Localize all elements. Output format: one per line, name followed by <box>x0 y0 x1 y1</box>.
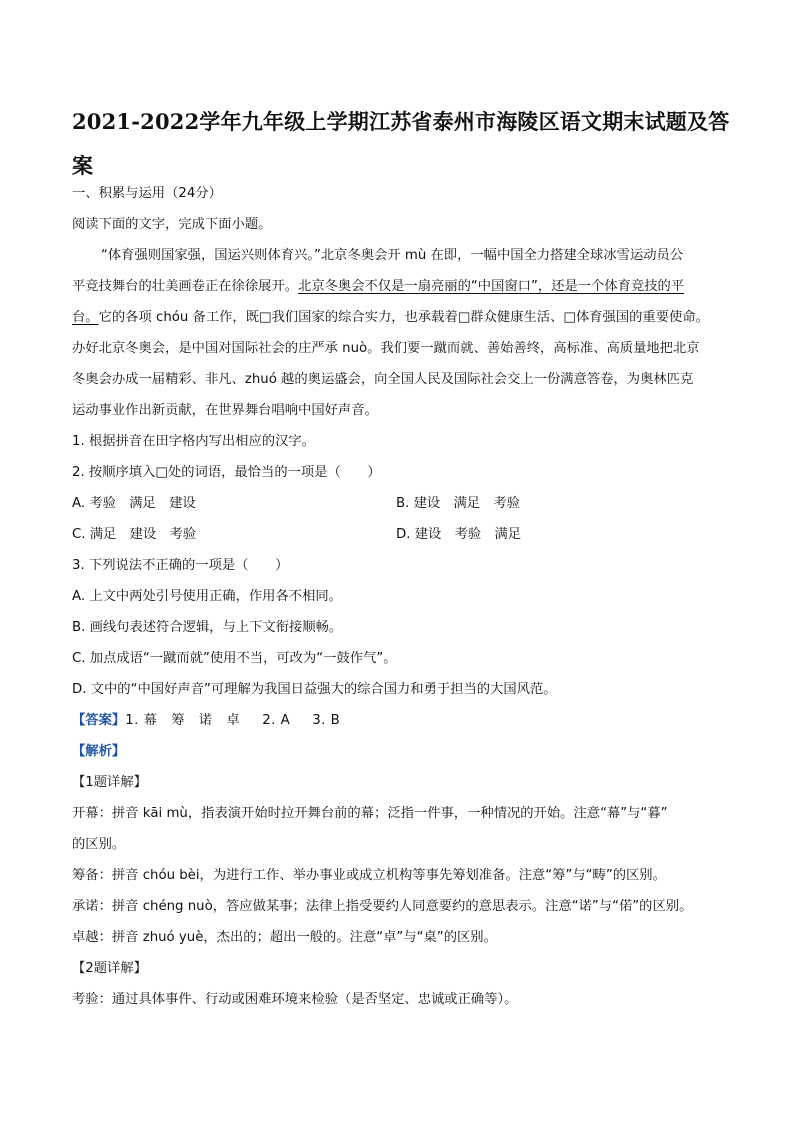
passage-text: 它的各项 chóu 备工作，既□我们国家的综合实力，也承载着□群众健康生活、□体育强国的重要使命。 <box>98 310 709 325</box>
option-d: D. 建设 考验 满足 <box>396 527 522 542</box>
option-b: B. 画线句表述符合逻辑，与上下文衔接顺畅。 <box>72 620 343 635</box>
passage-line: 运动事业作出新贡献，在世界舞台唱响中国好声音。 <box>72 403 378 418</box>
explanation-line: 考验：通过具体事件、行动或困难环境来检验（是否坚定、忠诚或正确等）。 <box>72 992 518 1007</box>
explanation-line: 承诺：拼音 chéng nuò，答应做某事；法律上指受要约人同意要约的意思表示。注意“诺”与“偌”的区别。 <box>72 899 693 914</box>
explanation-line: 卓越：拼音 zhuó yuè，杰出的；超出一般的。注意“卓”与“桌”的区别。 <box>72 930 497 945</box>
underlined-sentence: 台。 <box>72 310 99 325</box>
passage-line <box>72 277 684 297</box>
document-title: 2021-2022学年九年级上学期江苏省泰州市海陵区语文期末试题及答案 <box>72 109 730 178</box>
passage-line <box>72 308 709 328</box>
section-heading: 一、积累与运用（24分） <box>72 186 222 201</box>
question-1: 1. 根据拼音在田字格内写出相应的汉字。 <box>72 434 315 449</box>
option-a: A. 上文中两处引号使用正确，作用各不相同。 <box>72 589 342 604</box>
analysis-tag: 【解析】 <box>72 744 126 759</box>
explanation-line: 开幕：拼音 kāi mù，指表演开始时拉开舞台前的幕；泛指一件事，一种情况的开始。注意“幕”与“暮” <box>72 806 668 821</box>
option-b: B. 建设 满足 考验 <box>396 496 520 511</box>
question-2: 2. 按顺序填入□处的词语，最恰当的一项是（ ） <box>72 465 381 480</box>
passage-line: “体育强则国家强，国运兴则体育兴。”北京冬奥会开 mù 在即，一幅中国全力搭建全球冰雪运动员公 <box>101 248 684 263</box>
passage-text: 平竞技舞台的壮美画卷正在徐徐展开。 <box>72 279 299 294</box>
option-c: C. 满足 建设 考验 <box>72 527 197 542</box>
answer-tag: 【答案】 <box>72 713 126 728</box>
detail-1-tag: 【1题详解】 <box>72 775 147 790</box>
option-d: D. 文中的“中国好声音”可理解为我国日益强大的综合国力和勇于担当的大国风范。 <box>72 682 557 697</box>
option-a: A. 考验 满足 建设 <box>72 496 196 511</box>
question-3: 3. 下列说法不正确的一项是（ ） <box>72 558 289 573</box>
reading-instruction: 阅读下面的文字，完成下面小题。 <box>72 217 272 232</box>
option-c: C. 加点成语“一蹴而就”使用不当，可改为“一鼓作气”。 <box>72 651 397 666</box>
answer-line <box>72 711 340 731</box>
underlined-sentence: 北京冬奥会不仅是一扇亮丽的“中国窗口”，还是一个体育竞技的平 <box>298 279 685 294</box>
answer-2: 2. A <box>262 713 291 728</box>
explanation-line: 的区别。 <box>72 837 126 852</box>
passage-line: 办好北京冬奥会，是中国对国际社会的庄严承 nuò。我们要一蹴而就、善始善终，高标准、高质量地把北京 <box>72 341 700 356</box>
passage-line: 冬奥会办成一届精彩、非凡、zhuó 越的奥运盛会，向全国人民及国际社会交上一份满意答卷，为奥林匹克 <box>72 372 694 387</box>
explanation-line: 筹备：拼音 chóu bèi，为进行工作、举办事业或成立机构等事先筹划准备。注意“筹”与“畴”的区别。 <box>72 868 666 883</box>
answer-3: 3. B <box>312 713 341 728</box>
answer-1: 1. 幕 筹 诺 卓 <box>125 713 241 728</box>
detail-2-tag: 【2题详解】 <box>72 961 147 976</box>
